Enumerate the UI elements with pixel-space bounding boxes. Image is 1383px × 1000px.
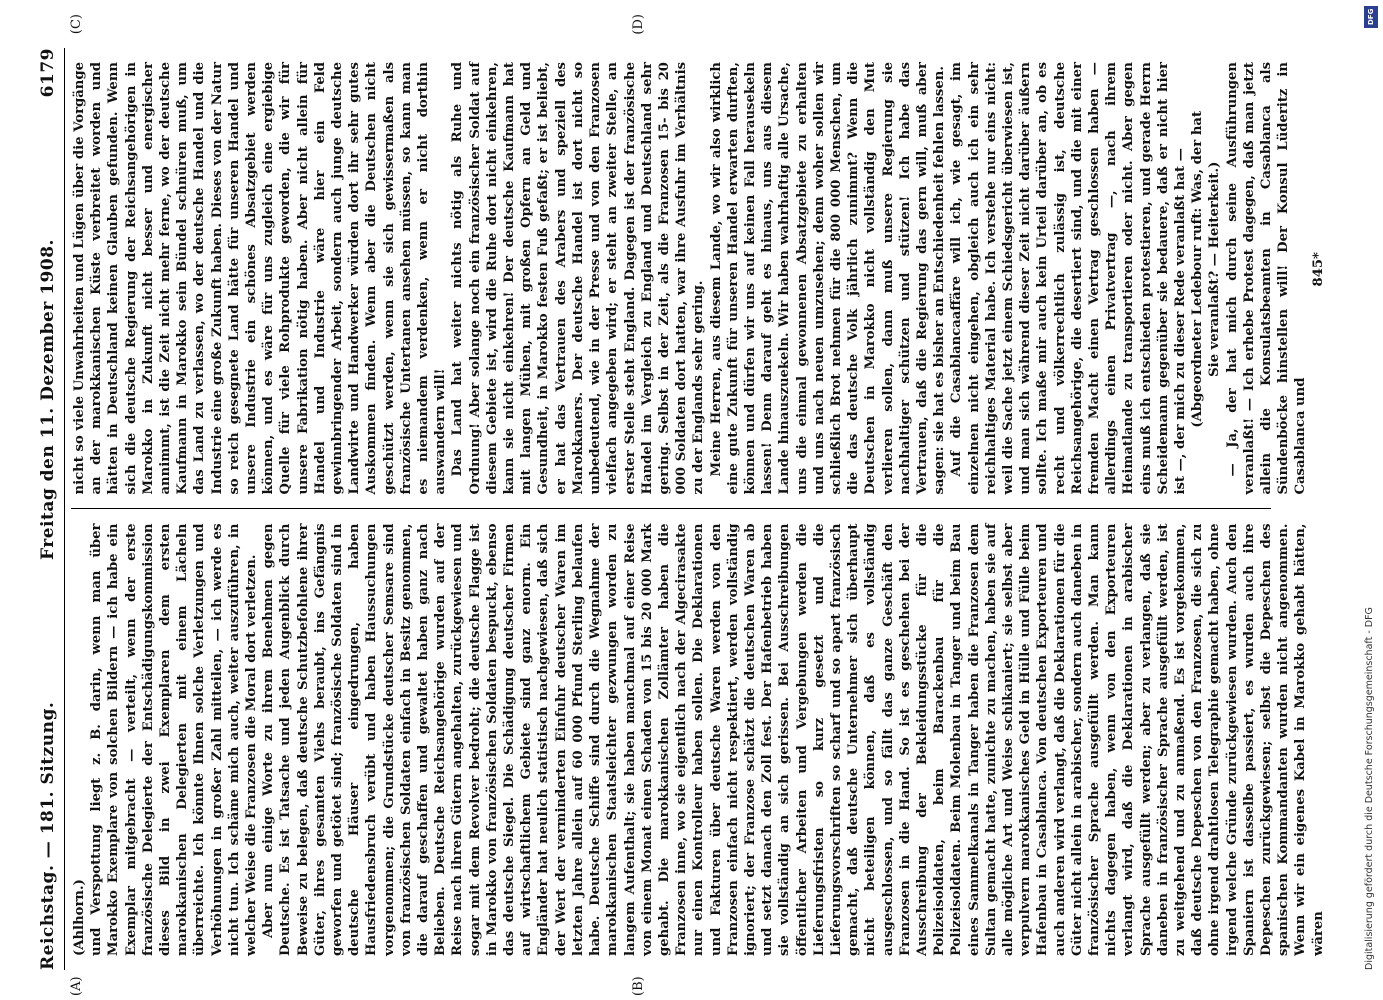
dfg-logo-text: DFG [1367, 8, 1375, 26]
margin-marker-d: (D) [631, 14, 646, 35]
right-column [71, 48, 1326, 509]
dfg-logo [1364, 6, 1378, 28]
margin-marker-b: (B) [631, 976, 646, 996]
interjection: Sie veranlaßt? — Heiterkeit.) [1207, 161, 1223, 377]
page-number: 6179 [38, 48, 58, 98]
text-columns [69, 14, 1326, 996]
page-header [38, 48, 65, 970]
margin-marker-a: (A) [69, 976, 84, 996]
digitization-credit: Digitalisierung gefördert durch die Deutsche Forschungsgemeinschaft - DFG [1364, 607, 1375, 970]
paragraph: — Ja, der hat mich durch seine Ausführungen veranlaßt! — Ich erhebe Protest dagegen, daß man jetzt allein die Konsulatsbeamten in Casablanca als Sündenböcke hinstellen will! Der Konsul Lüderitz in Casablanca und [1224, 62, 1309, 495]
signature-number: 845* [1310, 252, 1326, 287]
speaker-name: (Ahlhorn.) [72, 879, 87, 956]
left-column [71, 510, 1326, 971]
interjection: (Abgeordneter Ledebour ruft: Was, der hat [1190, 110, 1206, 428]
paragraph: Aber nun einige Worte zu ihrem Benehmen gegen Deutsche. Es ist Tatsache und jeden Augenblick durch Beweise zu belegen, daß deutsche Schutzbefohlene ihrer Güter, ihres gesamten Viehs beraubt, ins Gefängnis geworfen und getötet sind; französische Soldaten sind in deutsche Häuser eingedrungen, haben Hausfriedensbruch verübt und haben Haussuchungen vorgenommen; die Grundstücke deutscher Semsare sind von französischen Soldaten einfach in Besitz genommen, die darauf geschaffen und gewaltet haben ganz nach Belieben. Deutsche Reichsangehörige wurden auf der Reise nach ihren Gütern angehalten, zurückgewiesen und sogar mit dem Revolver bedroht; die deutsche Flagge ist in Marokko von französischen Soldaten bespuckt, ebenso das deutsche Siegel. Die Schädigung deutscher Firmen auf wirtschaftlichem Gebiete sind ganz enorm. Ein Engländer hat neulich statistisch nachgewiesen, daß sich der Wert der verminderten Einfuhr deutscher Waren im letzten Jahre allein auf 60 000 Pfund Sterling belaufen habe. Deutsche Schiffe sind durch die Wegnahme der marokkanischen Staatsleichter gezwungen worden zu langem Aufenthalt; sie haben manchmal auf einer Reise von einem Monat einen Schaden von 15 bis 20 000 Mark gehabt. Die marokkanischen Zollämter haben die Franzosen inne, wo sie eigentlich nach der Algecirasakte nur einen Kontrolleur haben sollen. Die Deklarationen und Fakturen über deutsche Waren werden von den Franzosen einfach nicht respektiert, werden vollständig ignoriert; der Franzose schätzt die deutschen Waren ab und setzt danach den Zoll fest. Der Hafenbetrieb haben sie vollständig an sich gerissen. Bei Ausschreibungen öffentlicher Arbeiten und Vergebungen werden die Lieferungsfristen so kurz gesetzt und die Lieferungsvorschriften so scharf und so apart französisch gemacht, daß deutsche Unternehmer sich überhaupt nicht beteiligen können, daß es vollständig ausgeschlossen, und so fällt das ganze Geschäft den Franzosen in die Hand. So ist es geschehen bei der Ausschreibung der Bekleidungsstücke für die Polizeisoldaten, beim Barackenbau für die Polizeisoldaten. Beim Molenbau in Tanger und beim Bau eines Sammelkanals in Tanger haben die Franzosen dem Sultan gemacht hatte, zunichte zu machen, haben sie auf alle mögliche Art und Weise schikaniert; sie selbst aber verpulvern marokkanisches Geld in Hülle und Fülle beim Hafenbau in Casablanca. Von deutschen Exporteuren und auch anderen wird verlangt, daß die Deklarationen für die Güter nicht allein in arabischer, sondern auch daneben in französischer Sprache ausgefüllt werden. Man kann nichts dagegen haben, wenn von den Exporteuren verlangt wird, daß die Deklarationen in arabischer Sprache ausgefüllt werden; aber zu verlangen, daß sie daneben in französischer Sprache ausgefüllt werden, ist zu weitgehend und zu anmaßend. Es ist vorgekommen, daß deutsche Depeschen von den Franzosen, die sich zu ohne irgend drahtlosen Telegraphie gemacht haben, ohne irgend welche Gründe zurückgewiesen wurden. Auch den Spaniern ist dasselbe passiert, es wurden auch ihre Depeschen zurückgewiesen; selbst die Depeschen des spanischen Kommandanten wurden nicht angenommen. Wenn wir ein eigenes Kabel in Marokko gehabt hätten, wären [261, 523, 1326, 956]
margin-marker-c: (C) [69, 14, 84, 35]
digitization-sidebar [1364, 30, 1378, 970]
paragraph: Meine Herren, aus diesem Lande, wo wir also wirklich eine gute Zukunft für unseren Handel erwarten durften, können und dürfen wir uns auf keinen Fall herausekeln lassen! Denn darauf geht es hinaus, uns aus diesem Lande hinauszuekeln. Wir haben wahrhaftig alle Ursache, uns die einmal gewonnenen Absatzgebiete zu erhalten und uns nach neuen umzusehen; denn woher sollen wir schließlich Brot nehmen für die 800 000 Menschen, um die das deutsche Volk jährlich zunimmt? Wenn die Deutschen in Marokko nicht vollständig den Mut verlieren sollen, dann muß unsere Regierung sie nachhaltiger schützen und stützen! Ich habe das Vertrauen, daß die Regierung das gern will, muß aber sagen: sie hat es bisher an Entschiedenheit fehlen lassen. [708, 62, 948, 495]
header-left: Reichstag. — 181. Sitzung. [38, 701, 58, 970]
paragraph: Das Land hat weiter nichts nötig als Ruhe und Ordnung! Aber solange noch ein französischer Soldat auf diesem Gebiete ist, wird die Ruhe dort nicht einkehren, kann sie nicht einkehren! Der deutsche Kaufmann hat mit langen Mühen, mit großen Opfern an Geld und Gesundheit, in Marokko festen Fuß gefaßt; er ist beliebt, er hat das Vertrauen des Arabers und speziell des Marokkaners. Der deutsche Handel ist dort nicht so unbedeutend, wie in der Presse und von den Franzosen vielfach angegeben wird; er steht an zweiter Stelle, an erster Stelle steht England. Dagegen ist der französische Handel im Vergleich zu England und Deutschland sehr gering. Selbst in der Zeit, als die Franzosen 15- bis 20 000 Soldaten dort hatten, war ihre Ausfuhr im Verhältnis zu der Englands sehr gering. [450, 62, 707, 495]
paragraph: und Verspottung liegt z. B. darin, wenn man über Marokko Exemplare von solchen Bildern — ich habe ein Exemplar mitgebracht — verteilt, wenn der erste französische Delegierte der Entschädigungskommission dieses Bild in zwei Exemplaren dem ersten marokkanischen Delegierten mit einem Lächeln überreichte. Ich könnte Ihnen solche Verletzungen und Verhöhnungen in großer Zahl mitteilen, — ich werde es nicht tun. Ich schäme mich auch, weiter auszuführen, in welcher Weise die Franzosen die Moral dort verletzen. [89, 523, 260, 956]
paragraph: nicht so viele Unwahrheiten und Lügen über die Vorgänge an der marokkanischen Küste verbreitet worden und hätten in Deutschland keinen Glauben gefunden. Wenn sich die deutsche Regierung der Reichsangehörigen in Marokko in Zukunft nicht besser und energischer annimmt, ist die Zeit nicht mehr ferne, wo der deutsche Kaufmann in Marokko sein Bündel schnüren muß, um das Land zu verlassen, wo der deutsche Handel und die Industrie eine große Zukunft haben. Dieses von der Natur so reich gesegnete Land hätte für unseren Handel und unsere Industrie ein schönes Absatzgebiet werden können, und es wäre für uns zugleich eine ergiebige Quelle für viele Rohprodukte geworden, die wir für unsere Fabrikation nötig haben. Aber nicht allein für Handel und Industrie wäre hier ein Feld gewinnbringender Arbeit, sondern auch junge deutsche Landwirte und Handwerker würden dort ihr sehr gutes Auskommen finden. Wenn aber die Deutschen nicht geschützt werden, wenn sie sich gewissermaßen als französische Untertanen ansehen müssen, so kann man es niemandem verdenken, wenn er nicht dorthin auswandern will! [72, 62, 449, 495]
header-date: Freitag den 11. Dezember 1908. [38, 239, 58, 561]
paragraph: Auf die Casablancaaffäre will ich, wie gesagt, im einzelnen nicht eingehen, obgleich auch ich ein sehr reichhaltiges Material habe. Ich verstehe nur eins nicht: weil die Sache jetzt einem Schiedsgericht überwiesen ist, und man sich während dieser Zeit nicht darüber äußern sollte. Ich maße mir auch kein Urteil darüber an, ob es recht und völkerrechtlich zulässig ist, deutsche Reichsangehörige, die desertiert sind, und die mit einer fremden Macht einen Vertrag geschlossen haben — allerdings einen Privatvertrag —, nach ihrem Heimatlande zu transportieren oder nicht. Aber gegen eins muß ich entschieden protestieren, und gerade Herrn Scheidemann gegenüber sie bedauere, daß er nicht hier ist —, der mich zu dieser Rede veranlaßt hat — [949, 62, 1188, 495]
